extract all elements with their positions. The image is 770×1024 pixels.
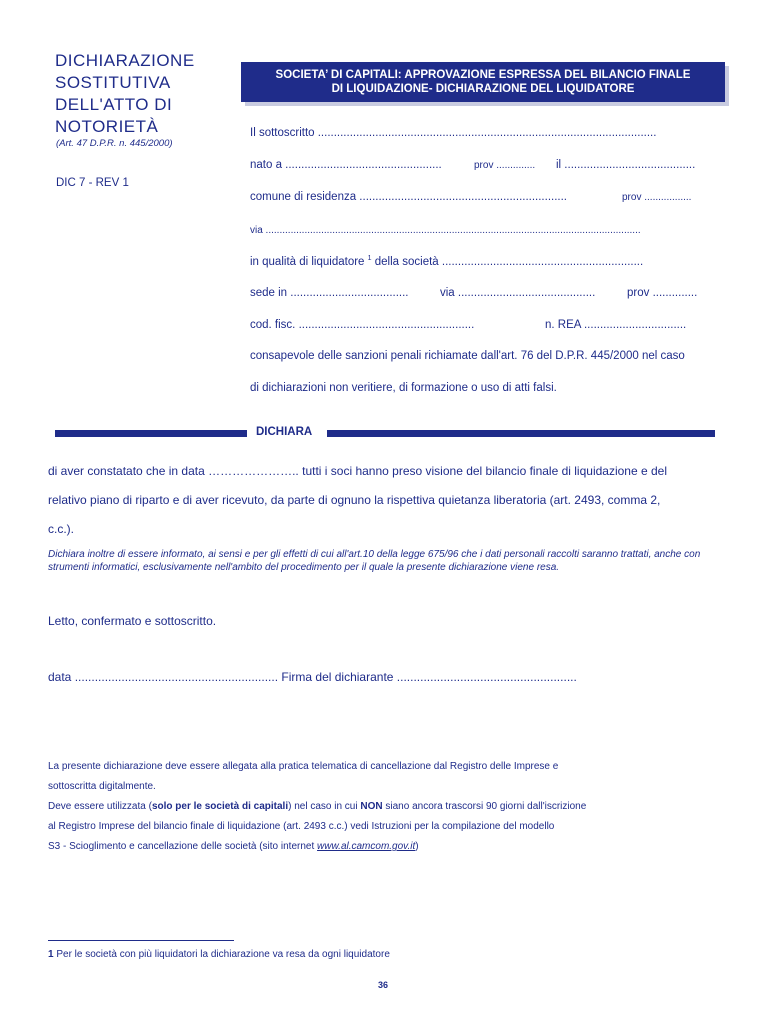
footnote: [48, 949, 390, 960]
form-banner: [241, 62, 725, 102]
note-emphasis: NON: [360, 801, 383, 812]
footnote-mark: 1: [48, 949, 54, 960]
note-text: S3 - Scioglimento e cancellazione delle società (sito internet: [48, 841, 318, 852]
declaration-line-2: relativo piano di riparto e di aver ricevuto, da parte di ognuno la rispettiva quietanza liberatoria (art. 2493, comma 2,: [48, 493, 661, 507]
field-data-nascita[interactable]: il .........................................: [556, 159, 696, 171]
note-text: ): [415, 841, 419, 852]
banner-line: DI LIQUIDAZIONE- DICHIARAZIONE DEL LIQUIDATORE: [331, 83, 635, 95]
field-via-sede[interactable]: via ...........................................: [440, 287, 596, 299]
field-cod-fisc[interactable]: cod. fisc. .......................................................: [250, 319, 475, 331]
title-line: NOTORIETÀ: [55, 117, 159, 136]
qualita-label: in qualità di liquidatore: [250, 255, 365, 268]
note-text: siano ancora trascorsi 90 giorni dall'iscrizione: [382, 801, 587, 812]
signature-line[interactable]: data ............................................................. Firma del dichiarante ......................................................: [48, 670, 577, 684]
letto-confermato: Letto, confermato e sottoscritto.: [48, 614, 217, 628]
divider-right: [327, 430, 715, 437]
title-line: DELL'ATTO DI: [55, 95, 173, 114]
page-number: 36: [378, 980, 389, 990]
footnote-separator: [48, 940, 234, 941]
website-link[interactable]: www.al.camcom.gov.it: [317, 841, 416, 852]
field-via[interactable]: via .......................................................................................................................................: [250, 225, 641, 236]
field-sottoscritto[interactable]: Il sottoscritto ..........................................................................................................: [250, 127, 657, 139]
field-prov-nascita[interactable]: prov ..............: [474, 160, 536, 171]
law-reference: (Art. 47 D.P.R. n. 445/2000): [56, 138, 173, 149]
note-line-1: La presente dichiarazione deve essere allegata alla pratica telematica di cancellazione dal Registro delle Imprese e: [48, 761, 559, 772]
field-sede[interactable]: sede in .....................................: [250, 287, 409, 299]
footnote-ref: 1: [367, 255, 372, 262]
note-line-4: al Registro Imprese del bilancio finale di liquidazione (art. 2493 c.c.) vedi Istruzioni per la compilazione del modello: [48, 821, 555, 832]
declaration-line-3: c.c.).: [48, 522, 74, 536]
note-text: Deve essere utilizzata (: [48, 801, 152, 812]
note-line-3: [48, 801, 586, 812]
banner-line: SOCIETA’ DI CAPITALI: APPROVAZIONE ESPRESSA DEL BILANCIO FINALE: [275, 69, 691, 81]
note-emphasis: solo per le società di capitali: [151, 801, 289, 812]
declaration-line-1: di aver constatato che in data ………………….. tutti i soci hanno preso visione del bilancio finale di liquidazione e del: [48, 464, 668, 478]
note-line-5: [48, 841, 419, 852]
divider-left: [55, 430, 247, 437]
title-line: DICHIARAZIONE: [55, 51, 195, 70]
consapevole-line-2: di dichiarazioni non veritiere, di formazione o uso di atti falsi.: [250, 382, 557, 394]
section-label: DICHIARA: [256, 426, 313, 438]
document-code: DIC 7 - REV 1: [56, 177, 129, 189]
field-qualita[interactable]: [250, 255, 643, 268]
field-comune-residenza[interactable]: comune di residenza .................................................................: [250, 191, 567, 203]
field-prov-sede[interactable]: prov ..............: [627, 287, 698, 299]
title-line: SOSTITUTIVA: [55, 73, 171, 92]
societa-field: della società ...............................................................: [374, 255, 644, 268]
note-text: ) nel caso in cui: [288, 801, 361, 812]
note-line-2: sottoscritta digitalmente.: [48, 781, 156, 792]
privacy-statement: Dichiara inoltre di essere informato, ai sensi e per gli effetti di cui all'art.10 della legge 675/96 che i dati personali raccolti saranno trattati, anche con strumenti informatici, esclusivamente nell'ambito del procedimento per il quale la presente dichiarazione viene resa.: [48, 549, 701, 573]
consapevole-line-1: consapevole delle sanzioni penali richiamate dall'art. 76 del D.P.R. 445/2000 nel caso: [250, 350, 685, 362]
field-nato-a[interactable]: nato a .................................................: [250, 159, 442, 171]
field-rea[interactable]: n. REA ................................: [545, 319, 687, 331]
field-prov-residenza[interactable]: prov .................: [622, 192, 692, 203]
footnote-text: Per le società con più liquidatori la dichiarazione va resa da ogni liquidatore: [53, 949, 390, 960]
document-title: [55, 50, 195, 138]
